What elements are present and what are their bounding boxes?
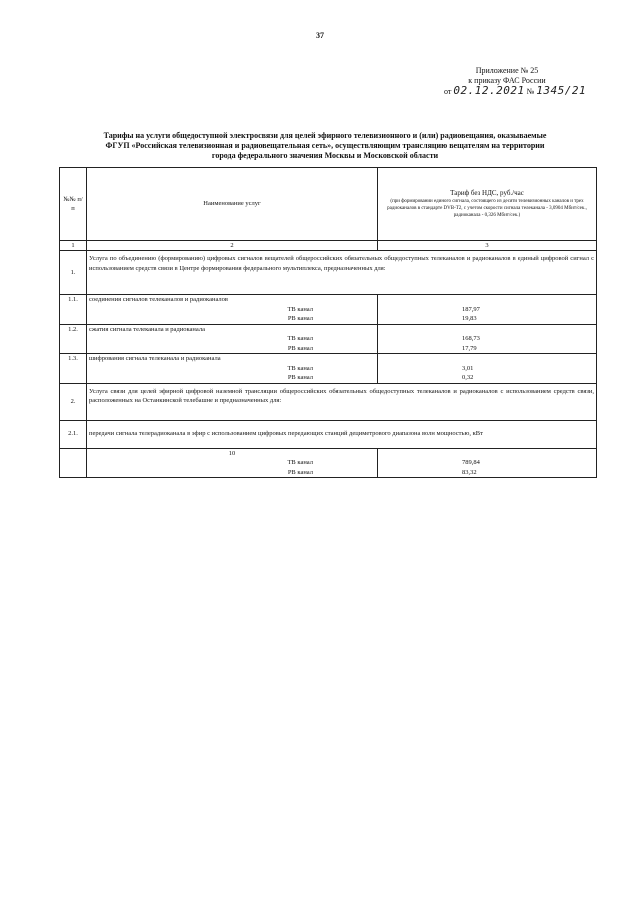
appendix-line2: к приказу ФАС России [468,76,546,85]
table-row [60,448,597,478]
rv-value: 0,32 [462,374,474,381]
row-text: Услуга по объединению (формированию) цифровых сигналов вещателей общероссийских обязательных общедоступных телеканалов и радиоканалов в единый цифровой сигнал с использованием средств связи в Центре формирования федерального мультиплекса, предназначенных для: [87,251,597,295]
row-text: Услуга связи для целей эфирной цифровой наземной трансляции общероссийских обязательных общедоступных телеканалов и радиоканалов с использованием средств связи, расположенных на Останкинской телебашне и предназначенных для: [87,383,597,420]
rv-channel-label: РВ канал [287,315,313,322]
service-text: соединения сигналов телеканалов и радиоканалов [89,296,228,303]
title-line1: Тарифы на услуги общедоступной электросвязи для целей эфирного телевизионного и (или) радиовещания, оказываемые [103,131,547,140]
appendix-line3 [412,86,602,97]
column-number: 3 [378,241,597,251]
table-header-row [60,168,597,241]
rv-channel-label: РВ канал [287,374,313,381]
tv-value: 789,84 [462,459,480,466]
rv-value: 17,79 [462,344,477,352]
title-line3: города федерального значения Москвы и Московской области [211,151,439,160]
header-tariff [378,168,597,241]
table-row [60,295,597,325]
row-num: 2.1. [60,420,87,448]
row-text [87,324,378,354]
rv-channel-label: РВ канал [287,344,313,352]
row-num: 2. [60,383,87,420]
row-text [87,295,378,325]
header-name: Наименование услуг [87,168,378,241]
tv-channel-label: ТВ канал [287,305,313,313]
title-line2: ФГУП «Российская телевизионная и радиовещательная сеть», осуществляющим трансляцию вещателям на территории [105,141,545,150]
row-num-empty [60,448,87,478]
row-num: 1.2. [60,324,87,354]
service-text: шифрования сигнала телеканала и радиоканала [89,355,221,362]
row-num: 1.3. [60,354,87,384]
table-row [60,354,597,384]
row-text [87,448,378,478]
tv-channel-label: ТВ канал [287,459,313,466]
tv-channel-label: ТВ канал [287,335,313,342]
rv-value: 19,83 [462,315,477,322]
table-row [60,324,597,354]
row-num: 1. [60,251,87,295]
header-num: №№ п/п [60,168,87,241]
document-title [60,131,590,161]
row-num: 1.1. [60,295,87,325]
service-text: сжатия сигнала телеканала и радиоканала [89,325,205,333]
row-values [378,354,597,384]
appendix-from: от [444,87,452,96]
header-tariff-note: (при формировании единого сигнала, состоящего из десяти телевизионных каналов и трех радиоканалов в стандарте DVB-T2, с учетом скорости сигнала телеканала - 3,0904 Мбит/сек., радиоканала - 0,326 Мбит/сек.) [387,199,587,219]
table-row [60,420,597,448]
power-value: 10 [228,449,236,457]
tv-value: 187,97 [462,305,480,313]
tv-value: 168,73 [462,335,480,342]
column-number: 2 [87,241,378,251]
appendix-line1: Приложение № 25 [475,66,539,75]
column-number: 1 [60,241,87,251]
row-values [378,448,597,478]
rv-channel-label: РВ канал [287,468,313,476]
appendix-block [412,66,602,97]
row-text [87,354,378,384]
number-sign: № [526,87,535,96]
page-number: 37 [316,31,324,40]
tariff-table [59,167,597,478]
row-text: передачи сигнала телерадиоканала в эфир с использованием цифровых передающих станций дециметрового диапазона волн мощностью, кВт [87,420,597,448]
handwritten-date: 02.12.2021 [453,84,525,97]
table-row [60,383,597,420]
header-tariff-main: Тариф без НДС, руб./час [450,188,524,197]
column-number-row [60,241,597,251]
row-values [378,324,597,354]
row-values [378,295,597,325]
rv-value: 83,32 [462,468,477,476]
tv-value: 3,01 [462,364,474,372]
tv-channel-label: ТВ канал [287,364,313,372]
table-row [60,251,597,295]
handwritten-number: 1345/21 [536,84,587,97]
